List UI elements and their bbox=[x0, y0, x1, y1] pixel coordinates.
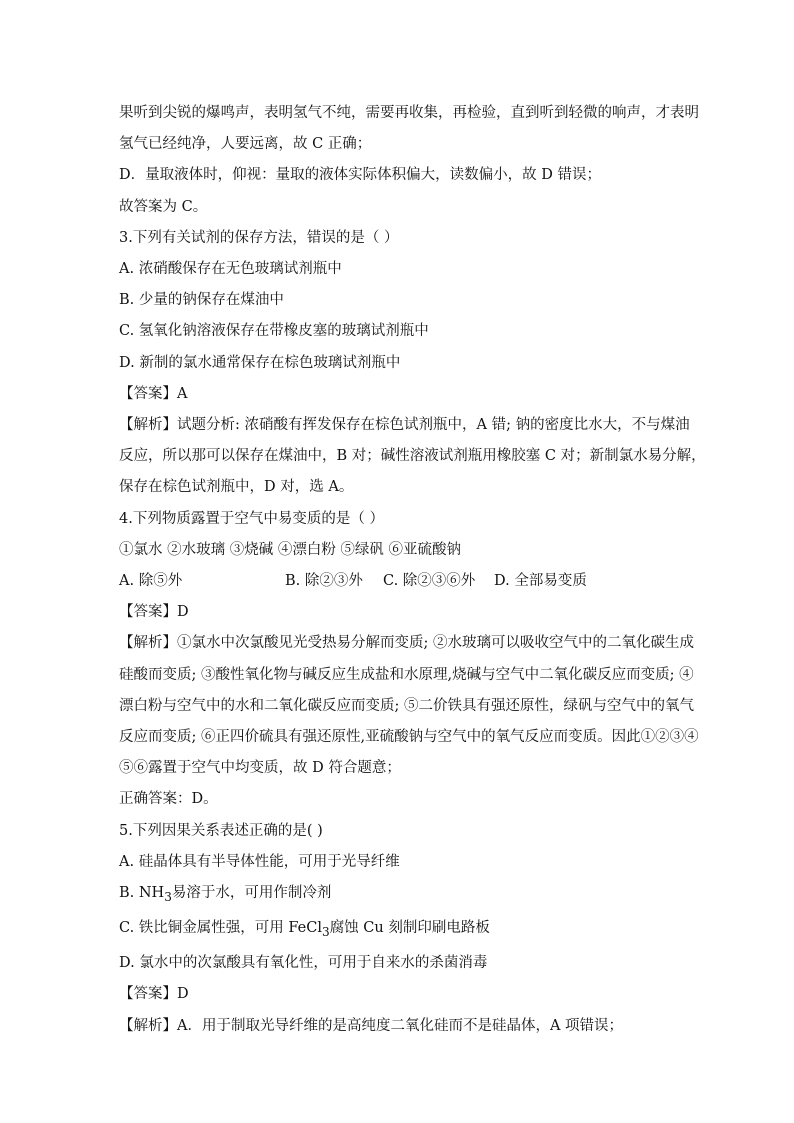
option-b-text: 易溶于水，可用作制冷剂 bbox=[171, 885, 332, 902]
document-body bbox=[119, 98, 706, 1042]
question-5-option-d: D. 氯水中的次氯酸具有氧化性，可用于自来水的杀菌消毒 bbox=[119, 955, 488, 972]
question-5-analysis: 【解析】A．用于制取光导纤维的是高纯度二氧化硅而不是硅晶体，A 项错误； bbox=[119, 1017, 624, 1034]
question-4-answer: 【答案】D bbox=[119, 604, 189, 621]
question-4-option-d: D. 全部易变质 bbox=[494, 573, 587, 590]
question-3-analysis: 保存在棕色试剂瓶中，D 对，选 A。 bbox=[119, 479, 354, 496]
question-4-options bbox=[119, 566, 679, 597]
subscript-3: 3 bbox=[322, 925, 330, 940]
question-4-correct-answer: 正确答案：D。 bbox=[119, 791, 218, 808]
question-4-analysis: 硅酸而变质; ③酸性氧化物与碱反应生成盐和水原理,烧碱与空气中二氧化碳反应而变质; ④ bbox=[119, 666, 694, 683]
question-5-stem: 5.下列因果关系表述正确的是( ) bbox=[119, 822, 323, 839]
question-3-stem: 3.下列有关试剂的保存方法，错误的是（ ） bbox=[119, 229, 399, 246]
question-4-analysis: 漂白粉与空气中的水和二氧化碳反应而变质; ⑤二价铁具有强还原性，绿矾与空气中的氧气 bbox=[119, 697, 694, 714]
question-3-answer: 【答案】A bbox=[119, 385, 188, 402]
question-3-analysis: 反应，所以那可以保存在煤油中，B 对；碱性溶液试剂瓶用橡胶塞 C 对；新制氯水易分解， bbox=[119, 448, 706, 465]
question-3-option-a: A. 浓硝酸保存在无色玻璃试剂瓶中 bbox=[119, 261, 342, 278]
question-4-stem: 4.下列物质露置于空气中易变质的是（ ） bbox=[119, 510, 384, 527]
text-line: 果听到尖锐的爆鸣声，表明氢气不纯，需要再收集，再检验，直到听到轻微的响声，才表明 bbox=[119, 105, 699, 121]
question-4-analysis: 反应而变质; ⑥正四价硫具有强还原性,亚硫酸钠与空气中的氧气反应而变质。因此①②③④ bbox=[119, 729, 699, 746]
option-c-text: C. 铁比铜金属性强，可用 FeCl bbox=[119, 920, 322, 937]
text-line: 氢气已经纯净，人要远离，故 C 正确； bbox=[119, 136, 372, 153]
question-5-option-c bbox=[119, 913, 679, 948]
text-line: 故答案为 C。 bbox=[119, 198, 208, 215]
question-5-answer: 【答案】D bbox=[119, 986, 189, 1003]
question-3-option-b: B. 少量的钠保存在煤油中 bbox=[119, 292, 284, 309]
question-5-option-a: A. 硅晶体具有半导体性能，可用于光导纤维 bbox=[119, 853, 400, 870]
question-4-items: ①氯水 ②水玻璃 ③烧碱 ④漂白粉 ⑤绿矾 ⑥亚硫酸钠 bbox=[119, 541, 462, 558]
question-4-analysis: ⑤⑥露置于空气中均变质，故 D 符合题意； bbox=[119, 760, 401, 777]
question-4-option-a: A. 除⑤外 bbox=[119, 573, 183, 590]
question-4-analysis: 【解析】①氯水中次氯酸见光受热易分解而变质; ②水玻璃可以吸收空气中的二氧化碳生成 bbox=[119, 635, 694, 652]
option-b-text: B. NH bbox=[119, 885, 165, 902]
text-line: D．量取液体时，仰视：量取的液体实际体积偏大，读数偏小，故 D 错误； bbox=[119, 167, 601, 184]
question-3-option-d: D. 新制的氯水通常保存在棕色玻璃试剂瓶中 bbox=[119, 354, 401, 371]
option-c-text: 腐蚀 Cu 刻制印刷电路板 bbox=[329, 920, 490, 937]
question-3-option-c: C. 氢氧化钠溶液保存在带橡皮塞的玻璃试剂瓶中 bbox=[119, 323, 429, 340]
question-4-option-b: B. 除②③外 bbox=[285, 573, 363, 590]
question-5-option-b bbox=[119, 878, 679, 913]
question-4-option-c: C. 除②③⑥外 bbox=[383, 573, 476, 590]
subscript-3: 3 bbox=[164, 889, 172, 904]
question-3-analysis: 【解析】试题分析: 浓硝酸有挥发保存在棕色试剂瓶中，A 错; 钠的密度比水大，不与煤油 bbox=[119, 417, 690, 434]
